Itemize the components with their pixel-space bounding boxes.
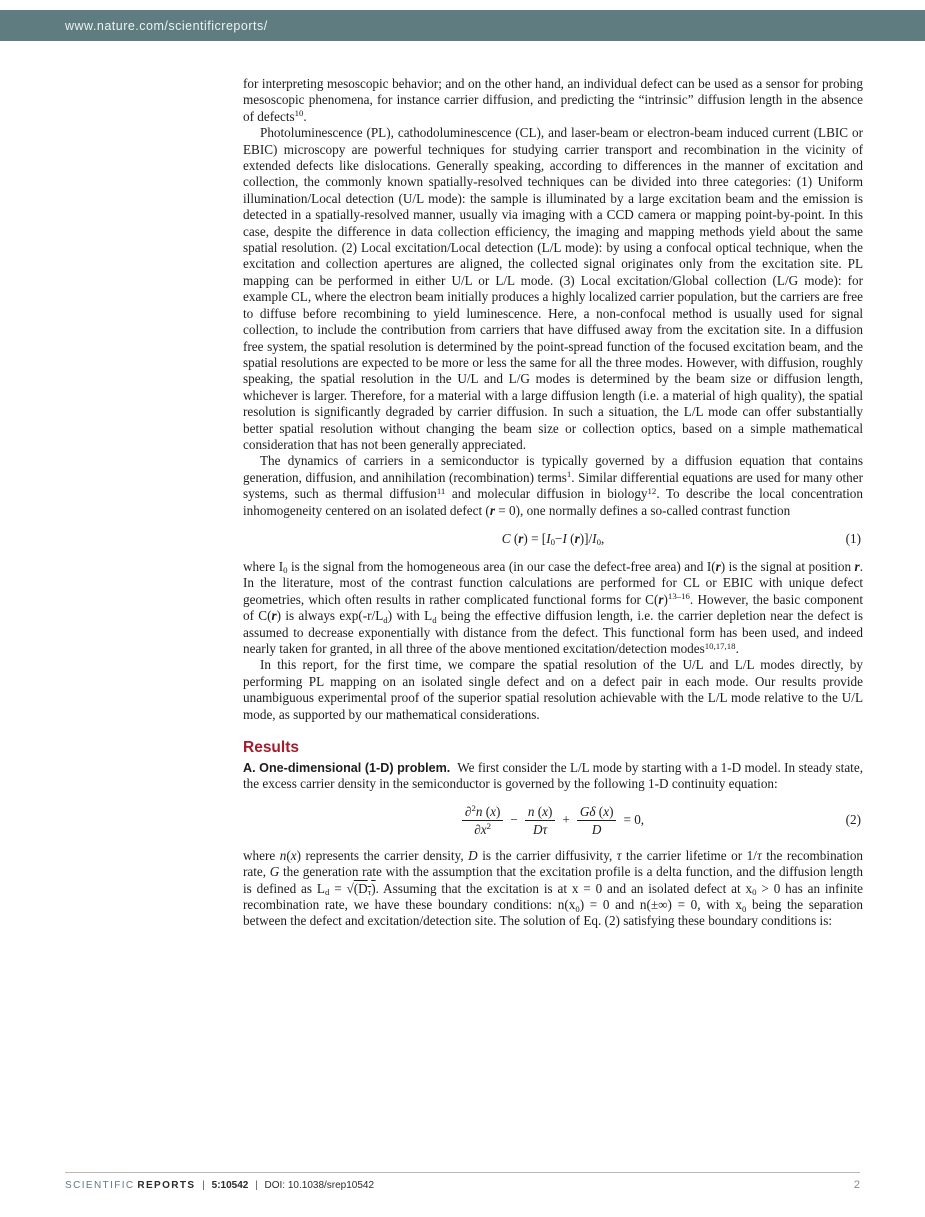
footer <box>65 1179 860 1191</box>
paragraph-techniques: Photoluminescence (PL), cathodoluminescence (CL), and laser-beam or electron-beam induced current (LBIC or EBIC) microscopy are powerful techniques for studying carrier transport and recombination in the vicinity of extended defects like dislocations. Generally speaking, according to differences in the manner of excitation and collection, the commonly known spatially-resolved techniques can be divided into three categories: (1) Uniform illumination/Local detection (U/L mode): the sample is illuminated by a large excitation beam and the emission is detected in a spatially-resolved manner, usually via imaging with a CCD camera or mapping point-by-point. In this case, despite the difference in data collection efficiency, the imaging and mapping methods yield about the same spatial resolution. (2) Local excitation/Local detection (L/L mode): by using a confocal optical technique, when the excitation and collection apertures are aligned, the collected signal originates only from the excitation site. PL mapping can be performed in either U/L or L/L mode. (3) Local excitation/Global collection (L/G mode): for example CL, where the electron beam initially produces a highly localized carrier population, but the carriers are free to diffuse before recombining to yield luminescence. Here, a non-confocal method is usually used for signal collection, to include the contribution from carriers that have diffused away from the excitation site. In a diffusion free system, the spatial resolution is determined by the point-spread function of the focused excitation beam, and the spatial resolutions are expected to be more or less the same for all the three modes. However, with diffusion, roughly speaking, the spatial resolution in the U/L and L/G modes is determined by the beam size or diffusion length, whichever is larger. Therefore, for a material with a large diffusion length (i.e. a material of high quality), the spatial resolution is significantly degraded by carrier diffusion. In such a situation, the L/L mode can offer substantially better spatial resolution without changing the beam size or collection optics, based on a simple mathematical consideration that has not been generally appreciated. <box>243 125 863 452</box>
article-body <box>243 76 863 930</box>
equation-2-fraction-1 <box>462 804 504 837</box>
fraction-denominator: Dτ <box>525 820 556 837</box>
paragraph-dynamics: The dynamics of carriers in a semiconductor is typically governed by a diffusion equation that contains generation, diffusion, and annihilation (recombination) terms$^1$. Similar differential equations are used for many other systems, such as thermal diffusion$^{11}$ and molecular diffusion in biology$^{12}$. To describe the local concentration inhomogeneity centered on an isolated defect (r = 0), one normally defines a so-called contrast function <box>243 453 863 518</box>
equation-1-body: C $(r) = [I_0-I$ $(r)]/I_0$, <box>501 530 605 548</box>
equation-2-number: (2) <box>845 812 861 828</box>
fraction-denominator: D <box>577 820 617 837</box>
equation-1 <box>243 530 863 548</box>
article-id: 5:10542 <box>211 1180 249 1191</box>
plus-operator: + <box>562 812 570 828</box>
paragraph-intro-continuation: for interpreting mesoscopic behavior; and on the other hand, an individual defect can be used as a sensor for probing mesoscopic phenomena, for instance carrier diffusion, and predicting the “intrinsic” diffusion length in the absence of defects$^{10}$. <box>243 76 863 124</box>
equation-2-fraction-3 <box>577 804 617 837</box>
minus-operator: − <box>510 812 518 828</box>
fraction-numerator: Gδ (x) <box>579 803 614 819</box>
site-url: www.nature.com/scientificreports/ <box>65 18 268 33</box>
paragraph-boundary-conditions: where n(x) represents the carrier density, D is the carrier diffusivity, τ the carrier lifetime or 1/τ the recombination rate, G the generation rate with the assumption that the excitation profile is a delta function, and the diffusion length is defined as $L_d = √(D_\tau)$. Assuming that the excitation is at x = 0 and an isolated defect at $x_0 > 0$ has an infinite recombination rate, we have these boundary conditions: $n(x_0) = 0$ and n(±∞) = 0, with $x_0$ being the separation between the defect and excitation/detection site. The solution of Eq. (2) satisfying these boundary conditions is: <box>243 847 864 929</box>
paragraph-contrast-function: where $I_0$ is the signal from the homogeneous area (in our case the defect-free area) and I(r) is the signal at position r. In the literature, most of the contrast function calculations are performed for CL or EBIC with unique defect geometries, which often results in rather complicated functional forms for $C(r)^{13-16}$. However, the basic component of C(r) is always $\exp(-r/L_d)$ with $L_d$ being the effective diffusion length, i.e. the carrier depletion near the defect is assumed to decrease exponentially with distance from the defect. This functional form has been used, and indeed nearly taken for granted, in all three of the above mentioned excitation/detection modes$^{10,17,18}$. <box>243 558 864 656</box>
journal-name-bold: REPORTS <box>137 1180 196 1191</box>
section-heading-results: Results <box>243 739 299 757</box>
separator: | <box>202 1180 205 1191</box>
fraction-numerator: ∂$^2$n (x) <box>464 803 501 819</box>
equation-1-number: (1) <box>845 530 861 546</box>
subsection-a-title: A. One-dimensional (1-D) problem. <box>243 761 451 776</box>
equation-2-fraction-2 <box>525 804 556 837</box>
paragraph-report-summary: In this report, for the first time, we compare the spatial resolution of the U/L and L/L modes directly, by performing PL mapping on an isolated single defect and on a defect pair in each mode. Our results provide unambiguous experimental proof of the superior spatial resolution achievable with the L/L mode relative to the U/L mode, as supported by our mathematical considerations. <box>243 657 863 722</box>
paragraph-subsection-a <box>243 760 863 793</box>
footer-divider <box>65 1172 860 1173</box>
footer-citation <box>65 1180 374 1191</box>
journal-name-light: SCIENTIFIC <box>65 1180 135 1191</box>
page-number: 2 <box>853 1179 860 1191</box>
fraction-denominator: $\partial x^2$ <box>462 820 504 837</box>
subsection-a-intro: We first consider the L/L mode by starting with a 1-D model. In steady state, the excess carrier density in the semiconductor is governed by the following 1-D continuity equation: <box>243 760 863 792</box>
fraction-numerator: n (x) <box>527 803 553 819</box>
header-bar <box>0 10 925 41</box>
separator: | <box>255 1180 258 1191</box>
equation-2 <box>243 804 863 837</box>
equation-2-rhs: = 0, <box>623 812 645 828</box>
doi-text: DOI: 10.1038/srep10542 <box>264 1180 375 1191</box>
